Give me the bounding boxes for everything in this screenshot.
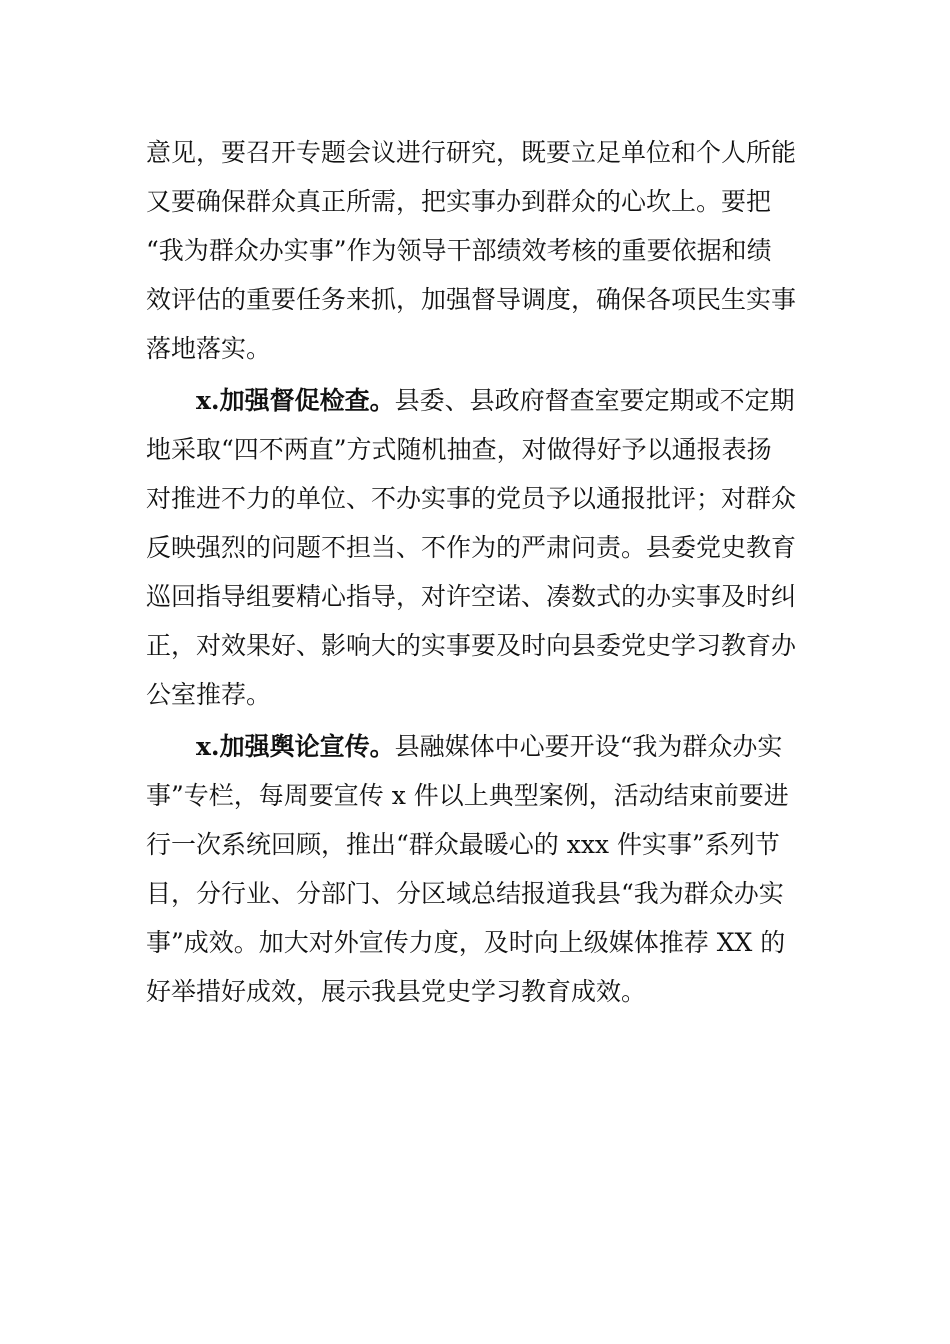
paragraph-line: 事”专栏，每周要宣传 x 件以上典型案例，活动结束前要进 <box>146 781 789 810</box>
paragraph-3 <box>146 722 808 1016</box>
paragraph-line: 对推进不力的单位、不办实事的党员予以通报批评；对群众 <box>146 484 797 513</box>
section-heading: x.加强舆论宣传。 <box>196 732 395 761</box>
paragraph-line: 巡回指导组要精心指导，对许空诺、凑数式的办实事及时纠 <box>146 582 797 611</box>
paragraph-line: 效评估的重要任务来抓，加强督导调度，确保各项民生实事 <box>146 285 797 314</box>
paragraph-line: 公室推荐。 <box>146 680 272 709</box>
paragraph-line: 正，对效果好、影响大的实事要及时向县委党史学习教育办 <box>146 631 797 660</box>
paragraph-line: 意见，要召开专题会议进行研究，既要立足单位和个人所能 <box>146 138 797 167</box>
paragraph-line: 又要确保群众真正所需，把实事办到群众的心坎上。要把 <box>146 187 772 216</box>
paragraph-line: 好举措好成效，展示我县党史学习教育成效。 <box>146 977 647 1006</box>
paragraph-text: 县融媒体中心要开设“我为群众办实 <box>394 732 783 761</box>
paragraph-text: 县委、县政府督查室要定期或不定期 <box>394 386 795 415</box>
paragraph-line: 反映强烈的问题不担当、不作为的严肃问责。县委党史教育 <box>146 533 797 562</box>
paragraph-line: 落地落实。 <box>146 334 272 363</box>
paragraph-line: 行一次系统回顾，推出“群众最暖心的 xxx 件实事”系列节 <box>146 830 780 859</box>
paragraph-1 <box>146 128 808 373</box>
paragraph-line: 事”成效。加大对外宣传力度，及时向上级媒体推荐 XX 的 <box>146 928 786 957</box>
paragraph-first-line <box>146 722 808 771</box>
paragraph-line: 目，分行业、分部门、分区域总结报道我县“我为群众办实 <box>146 879 784 908</box>
paragraph-line: 地采取“四不两直”方式随机抽查，对做得好予以通报表扬 <box>146 435 772 464</box>
paragraph-line: “我为群众办实事”作为领导干部绩效考核的重要依据和绩 <box>146 236 772 265</box>
section-heading: x.加强督促检查。 <box>196 386 395 415</box>
paragraph-first-line <box>146 376 808 425</box>
paragraph-2 <box>146 376 808 719</box>
